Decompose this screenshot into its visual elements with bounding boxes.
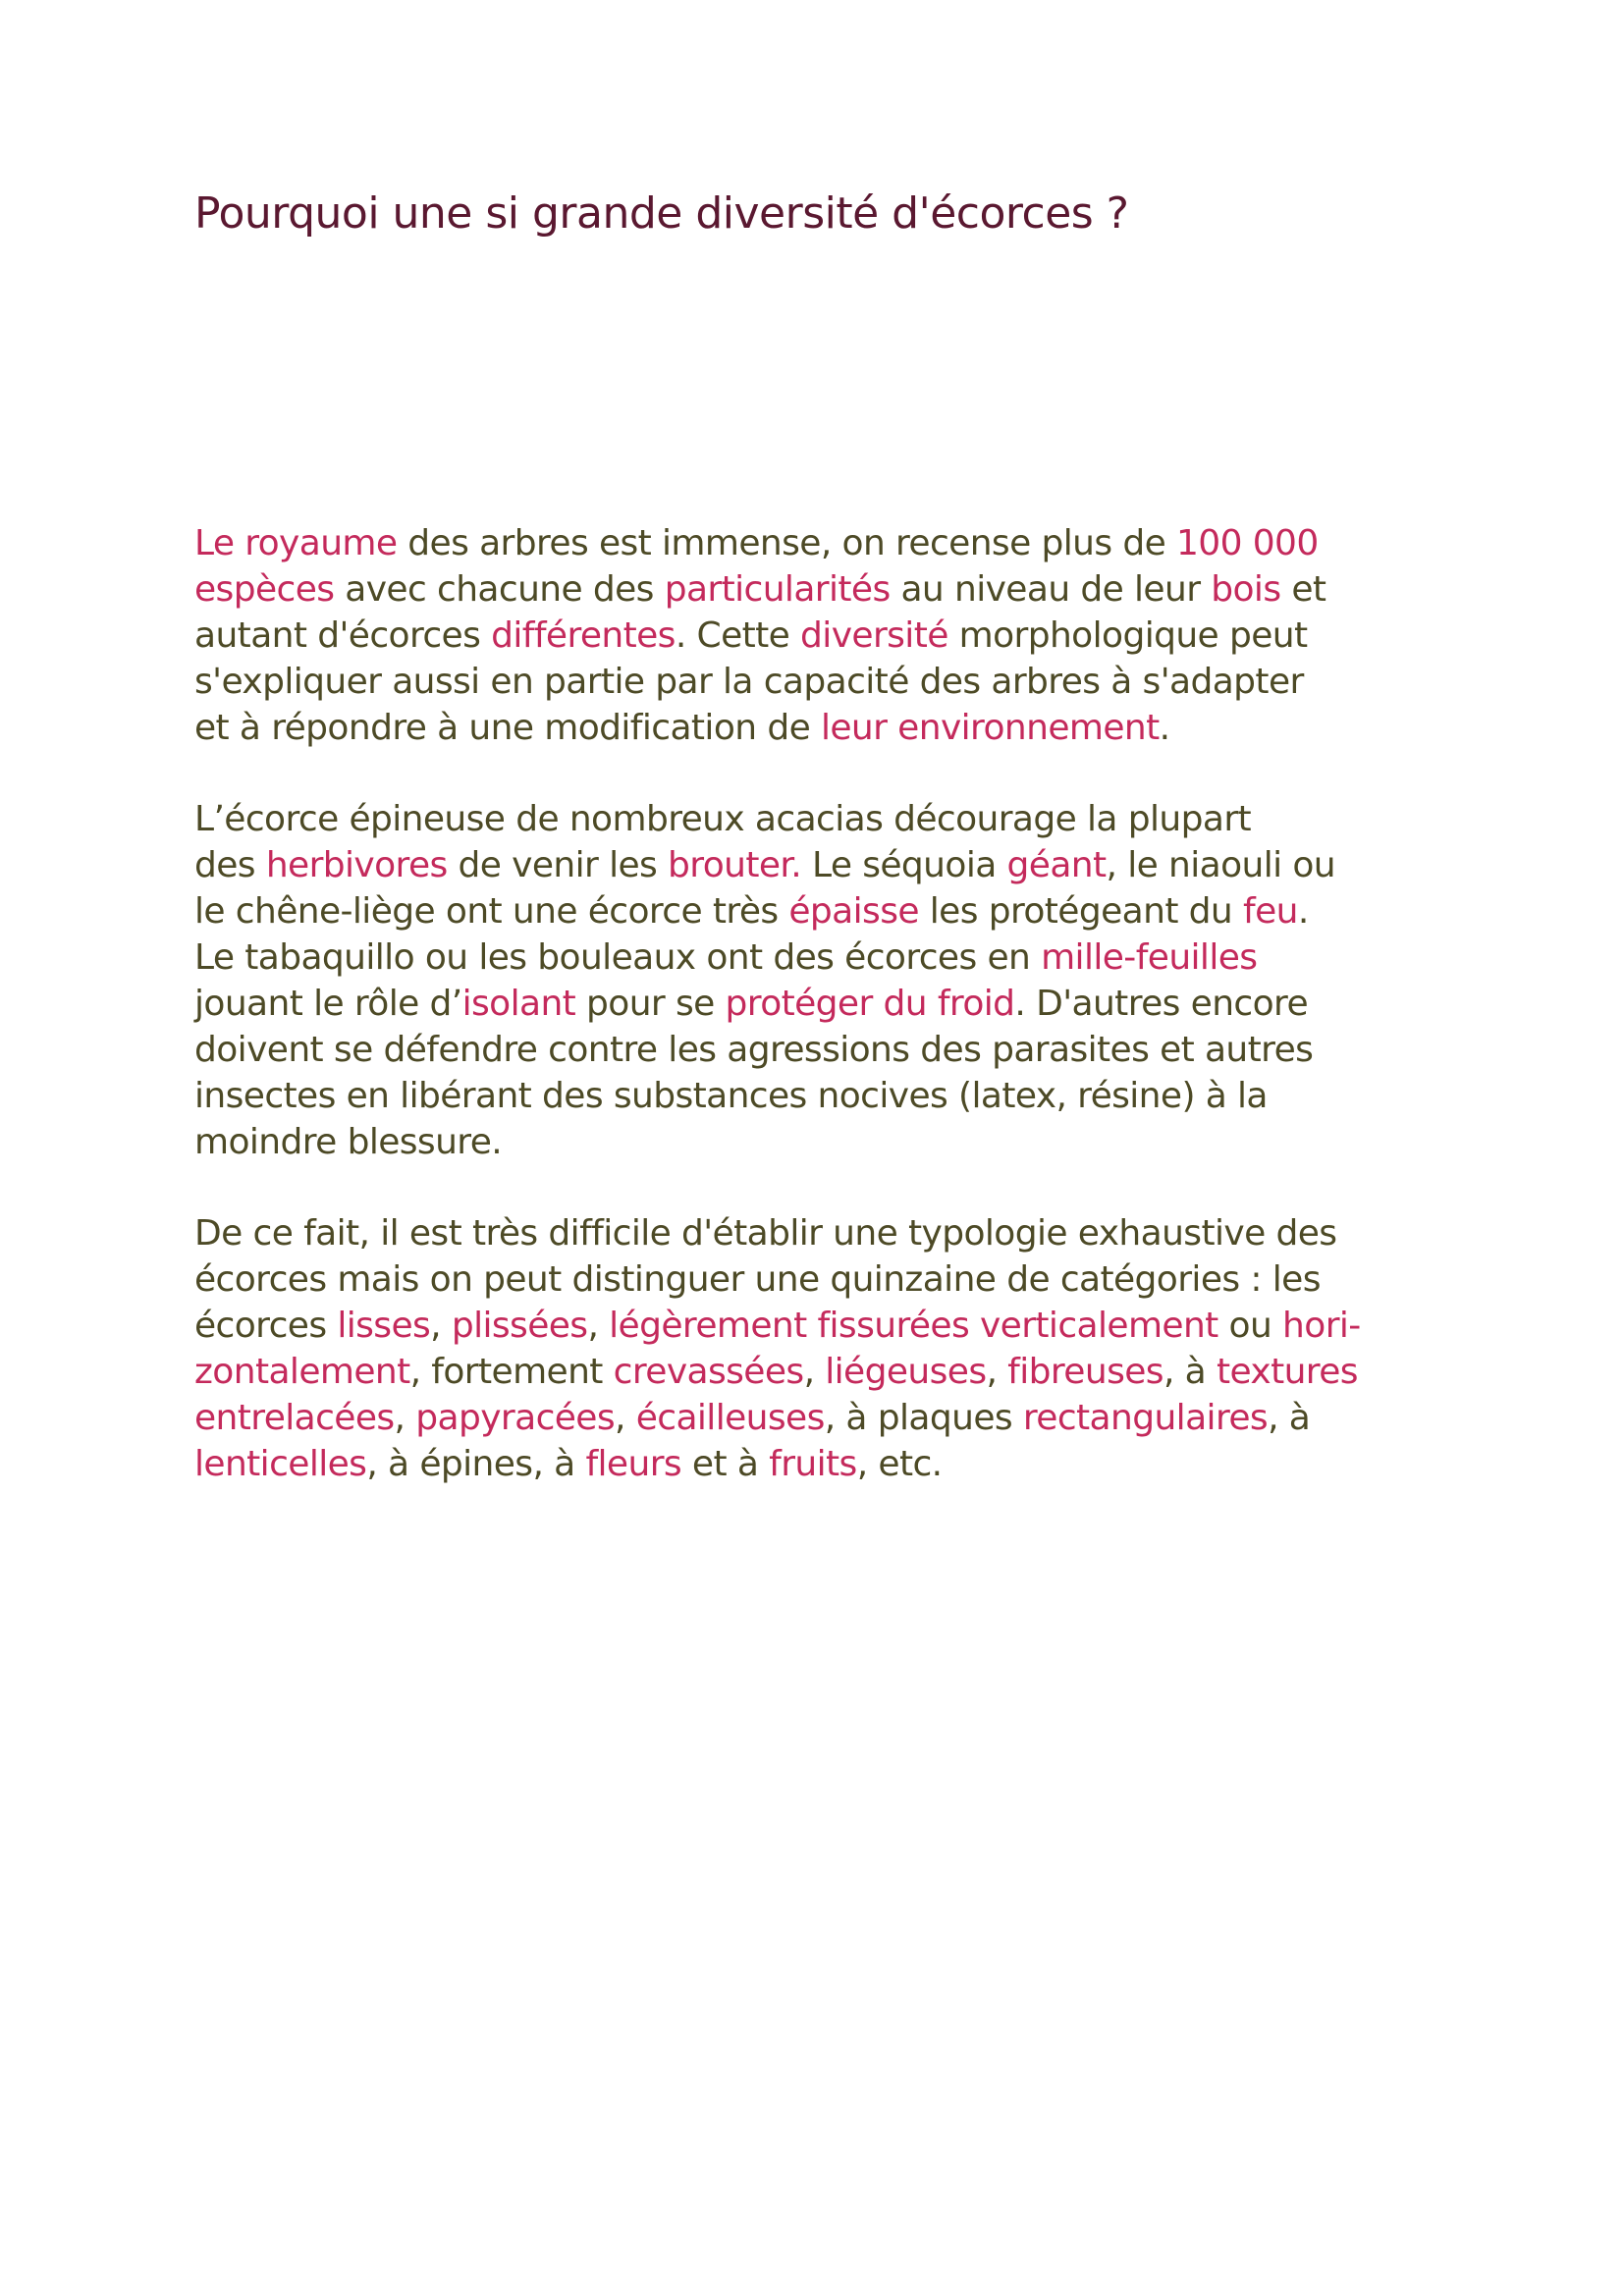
text-line	[194, 1303, 1471, 1349]
text-line	[194, 1210, 1471, 1256]
highlighted-term: liégeuses	[825, 1352, 987, 1392]
text-line	[194, 888, 1471, 934]
text-segment: ,	[615, 1398, 636, 1438]
text-line	[194, 1119, 1471, 1165]
highlighted-term: diversité	[800, 615, 948, 656]
text-segment: doivent se défendre contre les agressions des parasites et autres	[194, 1030, 1314, 1070]
text-line	[194, 934, 1471, 981]
highlighted-term: brouter.	[668, 845, 802, 885]
text-segment: jouant le rôle d’	[194, 984, 462, 1024]
text-segment: morphologique peut	[947, 615, 1308, 656]
highlighted-term: plissées	[451, 1306, 588, 1346]
text-line	[194, 520, 1471, 566]
text-segment: autant d'écorces	[194, 615, 492, 656]
text-segment: ,	[587, 1306, 610, 1346]
text-segment: ,	[986, 1352, 1008, 1392]
text-segment: . D'autres encore	[1014, 984, 1309, 1024]
highlighted-term: particularités	[664, 569, 891, 610]
text-segment: , fortement	[409, 1352, 614, 1392]
text-line	[194, 659, 1471, 705]
text-segment: de venir les	[447, 845, 669, 885]
highlighted-term: fibreuses	[1007, 1352, 1163, 1392]
text-segment: .	[1159, 708, 1170, 748]
text-segment: .	[1297, 891, 1309, 932]
text-line	[194, 1256, 1471, 1303]
text-segment: Le séquoia	[801, 845, 1007, 885]
paragraph-intro	[194, 520, 1471, 751]
text-line	[194, 981, 1471, 1027]
text-segment: des arbres est immense, on recense plus de	[397, 523, 1176, 563]
highlighted-term: épaisse	[788, 891, 919, 932]
text-line	[194, 1441, 1471, 1487]
text-line	[194, 705, 1471, 751]
text-segment: , à plaques	[824, 1398, 1023, 1438]
text-segment: le chêne-liège ont une écorce très	[194, 891, 789, 932]
text-segment: s'expliquer aussi en partie par la capacité des arbres à s'adapter	[194, 662, 1304, 702]
text-segment: pour se	[575, 984, 726, 1024]
highlighted-term: zontalement	[194, 1352, 410, 1392]
text-line	[194, 1027, 1471, 1073]
highlighted-term: bois	[1211, 569, 1281, 610]
highlighted-term: fruits	[769, 1444, 857, 1484]
highlighted-term: isolant	[461, 984, 576, 1024]
text-segment: , à	[1163, 1352, 1217, 1392]
text-line	[194, 1073, 1471, 1119]
body-text	[194, 520, 1471, 1532]
text-segment: ,	[803, 1352, 826, 1392]
text-segment: écorces	[194, 1306, 338, 1346]
highlighted-term: différentes	[491, 615, 676, 656]
text-segment: et	[1280, 569, 1326, 610]
highlighted-term: hori-	[1282, 1306, 1361, 1346]
text-segment: moindre blessure.	[194, 1122, 503, 1162]
text-segment: et à	[681, 1444, 770, 1484]
text-segment: , à	[1268, 1398, 1311, 1438]
text-line	[194, 842, 1471, 888]
highlighted-term: écailleuses	[635, 1398, 825, 1438]
highlighted-term: feu	[1243, 891, 1298, 932]
highlighted-term: textures	[1216, 1352, 1358, 1392]
text-segment: Le tabaquillo ou les bouleaux ont des écorces en	[194, 937, 1042, 978]
highlighted-term: mille-feuilles	[1041, 937, 1258, 978]
text-line	[194, 796, 1471, 842]
highlighted-term: entrelacées	[194, 1398, 395, 1438]
highlighted-term: 100 000	[1176, 523, 1319, 563]
highlighted-term: rectangulaires	[1022, 1398, 1269, 1438]
highlighted-term: lisses	[337, 1306, 431, 1346]
text-line	[194, 566, 1471, 613]
text-segment: , le niaouli ou	[1106, 845, 1336, 885]
text-segment: . Cette	[675, 615, 801, 656]
text-segment: et à répondre à une modification de	[194, 708, 821, 748]
text-segment: De ce fait, il est très difficile d'établir une typologie exhaustive des	[194, 1213, 1337, 1254]
highlighted-term: leur environnement	[820, 708, 1160, 748]
highlighted-term: espèces	[194, 569, 335, 610]
paragraph-typology	[194, 1210, 1471, 1487]
highlighted-term: herbivores	[265, 845, 448, 885]
highlighted-term: papyracées	[415, 1398, 616, 1438]
highlighted-term: légèrement fissurées verticalement	[609, 1306, 1218, 1346]
text-segment: écorces mais on peut distinguer une quinzaine de catégories : les	[194, 1259, 1321, 1300]
text-segment: L’écorce épineuse de nombreux acacias décourage la plupart	[194, 799, 1252, 839]
text-segment: insectes en libérant des substances nocives (latex, résine) à la	[194, 1076, 1268, 1116]
text-segment: , etc.	[856, 1444, 943, 1484]
text-segment: ,	[430, 1306, 452, 1346]
highlighted-term: géant	[1006, 845, 1107, 885]
text-line	[194, 613, 1471, 659]
text-segment: au niveau de leur	[890, 569, 1212, 610]
text-segment: ou	[1217, 1306, 1283, 1346]
text-segment: avec chacune des	[334, 569, 665, 610]
highlighted-term: fleurs	[585, 1444, 682, 1484]
text-segment: les protégeant du	[918, 891, 1243, 932]
highlighted-term: lenticelles	[194, 1444, 367, 1484]
text-line	[194, 1395, 1471, 1441]
text-segment: , à épines, à	[366, 1444, 586, 1484]
text-segment: des	[194, 845, 266, 885]
page-title: Pourquoi une si grande diversité d'écorces ?	[194, 188, 1129, 239]
paragraph-adaptations	[194, 796, 1471, 1165]
highlighted-term: Le royaume	[194, 523, 398, 563]
highlighted-term: protéger du froid	[725, 984, 1015, 1024]
text-segment: ,	[394, 1398, 416, 1438]
text-line	[194, 1349, 1471, 1395]
highlighted-term: crevassées	[613, 1352, 804, 1392]
